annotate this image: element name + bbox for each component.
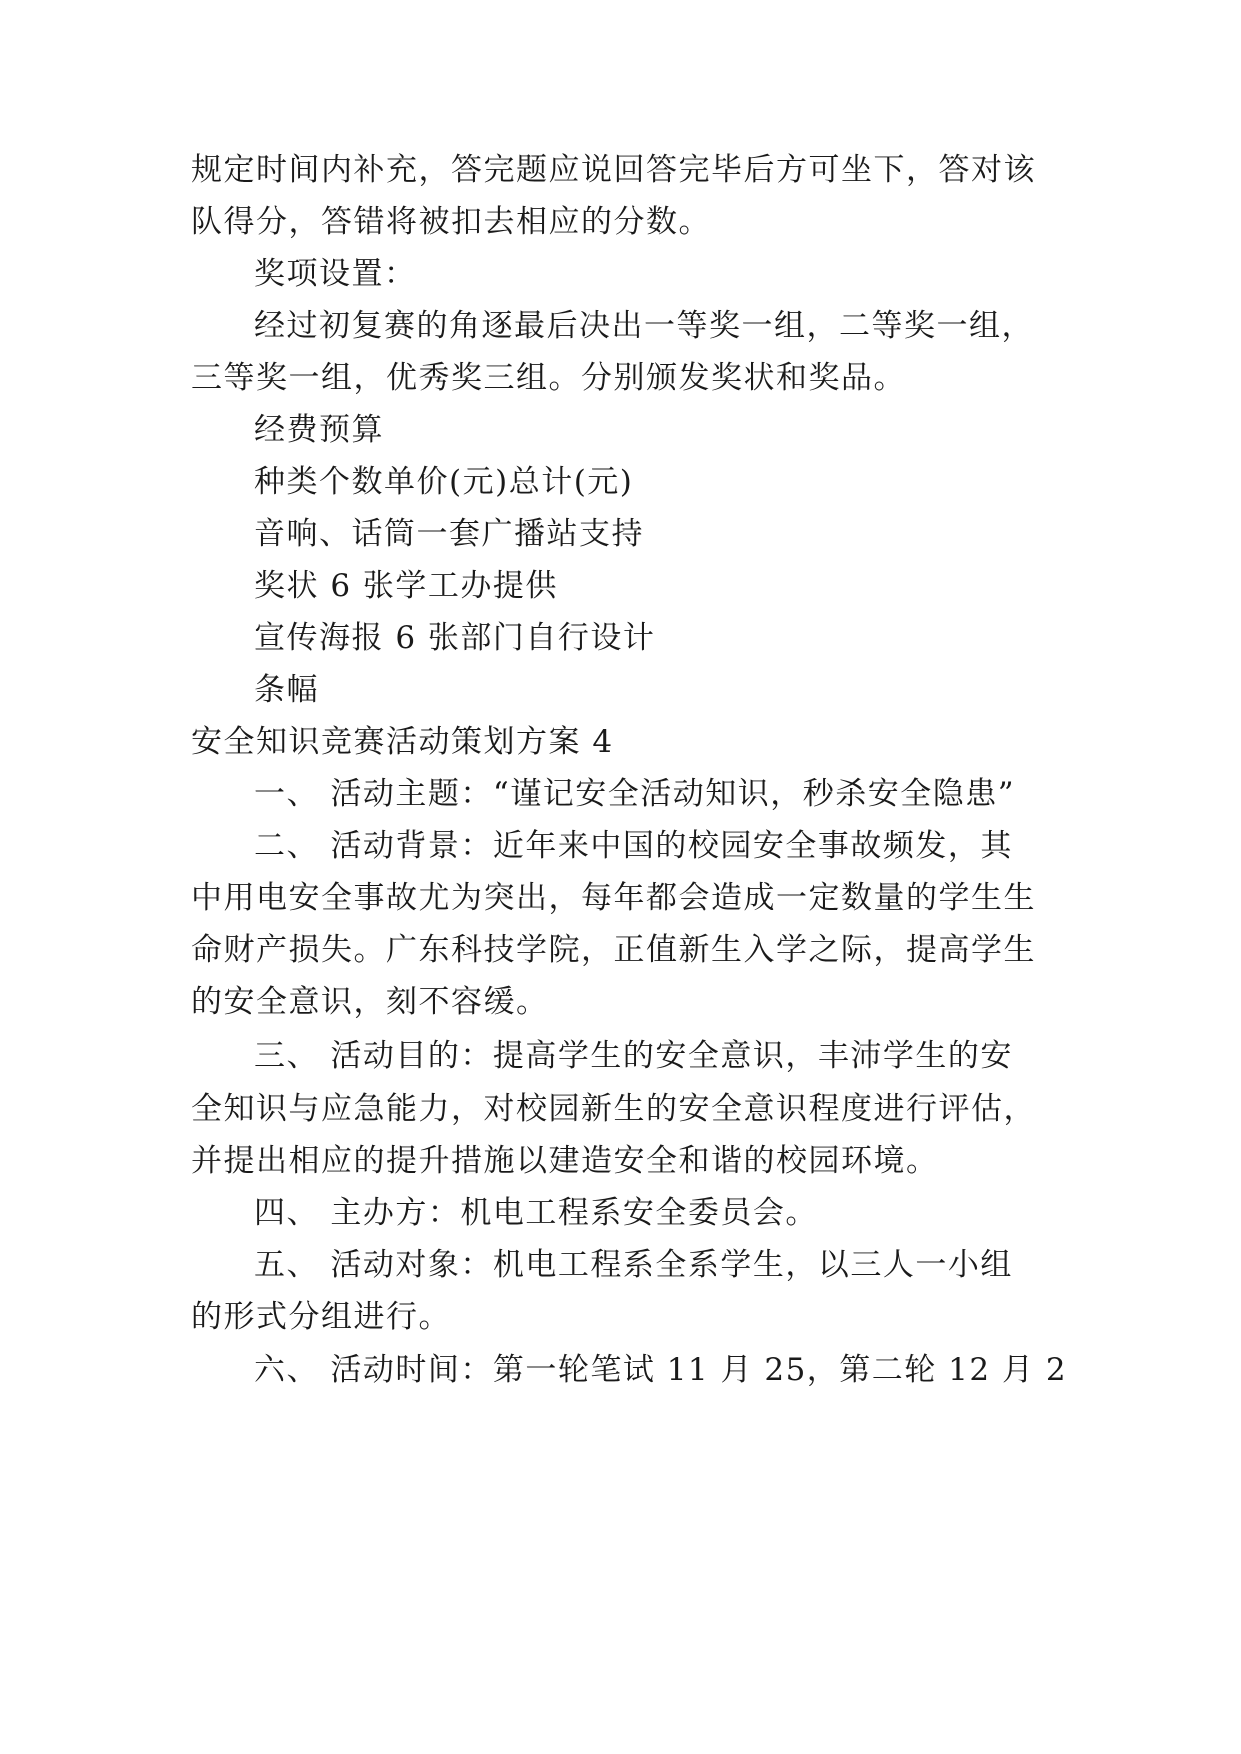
paragraph-line: 命财产损失。广东科技学院，正值新生入学之际，提高学生 xyxy=(191,932,1036,968)
budget-item: 条幅 xyxy=(254,672,319,708)
paragraph-line: 全知识与应急能力，对校园新生的安全意识程度进行评估， xyxy=(191,1091,1036,1127)
budget-item: 音响、话筒一套广播站支持 xyxy=(254,516,644,552)
section-title: 安全知识竞赛活动策划方案 4 xyxy=(191,724,614,760)
paragraph-line: 中用电安全事故尤为突出，每年都会造成一定数量的学生生 xyxy=(191,880,1036,916)
section-label: 经费预算 xyxy=(254,412,384,448)
paragraph-line: 二、 活动背景：近年来中国的校园安全事故频发，其 xyxy=(254,828,1013,864)
paragraph-line: 的形式分组进行。 xyxy=(191,1299,451,1335)
paragraph-line: 三、 活动目的：提高学生的安全意识，丰沛学生的安 xyxy=(254,1038,1013,1074)
section-label: 奖项设置： xyxy=(254,256,417,292)
budget-item: 奖状 6 张学工办提供 xyxy=(254,568,558,604)
paragraph-line: 经过初复赛的角逐最后决出一等奖一组，二等奖一组， xyxy=(254,308,1034,344)
paragraph-line: 队得分，答错将被扣去相应的分数。 xyxy=(191,204,711,240)
paragraph-line: 一、 活动主题：“谨记安全活动知识，秒杀安全隐患” xyxy=(254,776,1016,812)
paragraph-line: 四、 主办方：机电工程系安全委员会。 xyxy=(254,1195,818,1231)
paragraph-line: 六、 活动时间：第一轮笔试 11 月 25，第二轮 12 月 2 xyxy=(254,1352,1068,1388)
budget-header: 种类个数单价(元)总计(元) xyxy=(254,464,634,500)
paragraph-line: 规定时间内补充，答完题应说回答完毕后方可坐下，答对该 xyxy=(191,152,1036,188)
paragraph-line: 并提出相应的提升措施以建造安全和谐的校园环境。 xyxy=(191,1143,939,1179)
paragraph-line: 五、 活动对象：机电工程系全系学生，以三人一小组 xyxy=(254,1247,1013,1283)
paragraph-line: 三等奖一组，优秀奖三组。分别颁发奖状和奖品。 xyxy=(191,360,906,396)
budget-item: 宣传海报 6 张部门自行设计 xyxy=(254,620,656,656)
paragraph-line: 的安全意识，刻不容缓。 xyxy=(191,984,549,1020)
